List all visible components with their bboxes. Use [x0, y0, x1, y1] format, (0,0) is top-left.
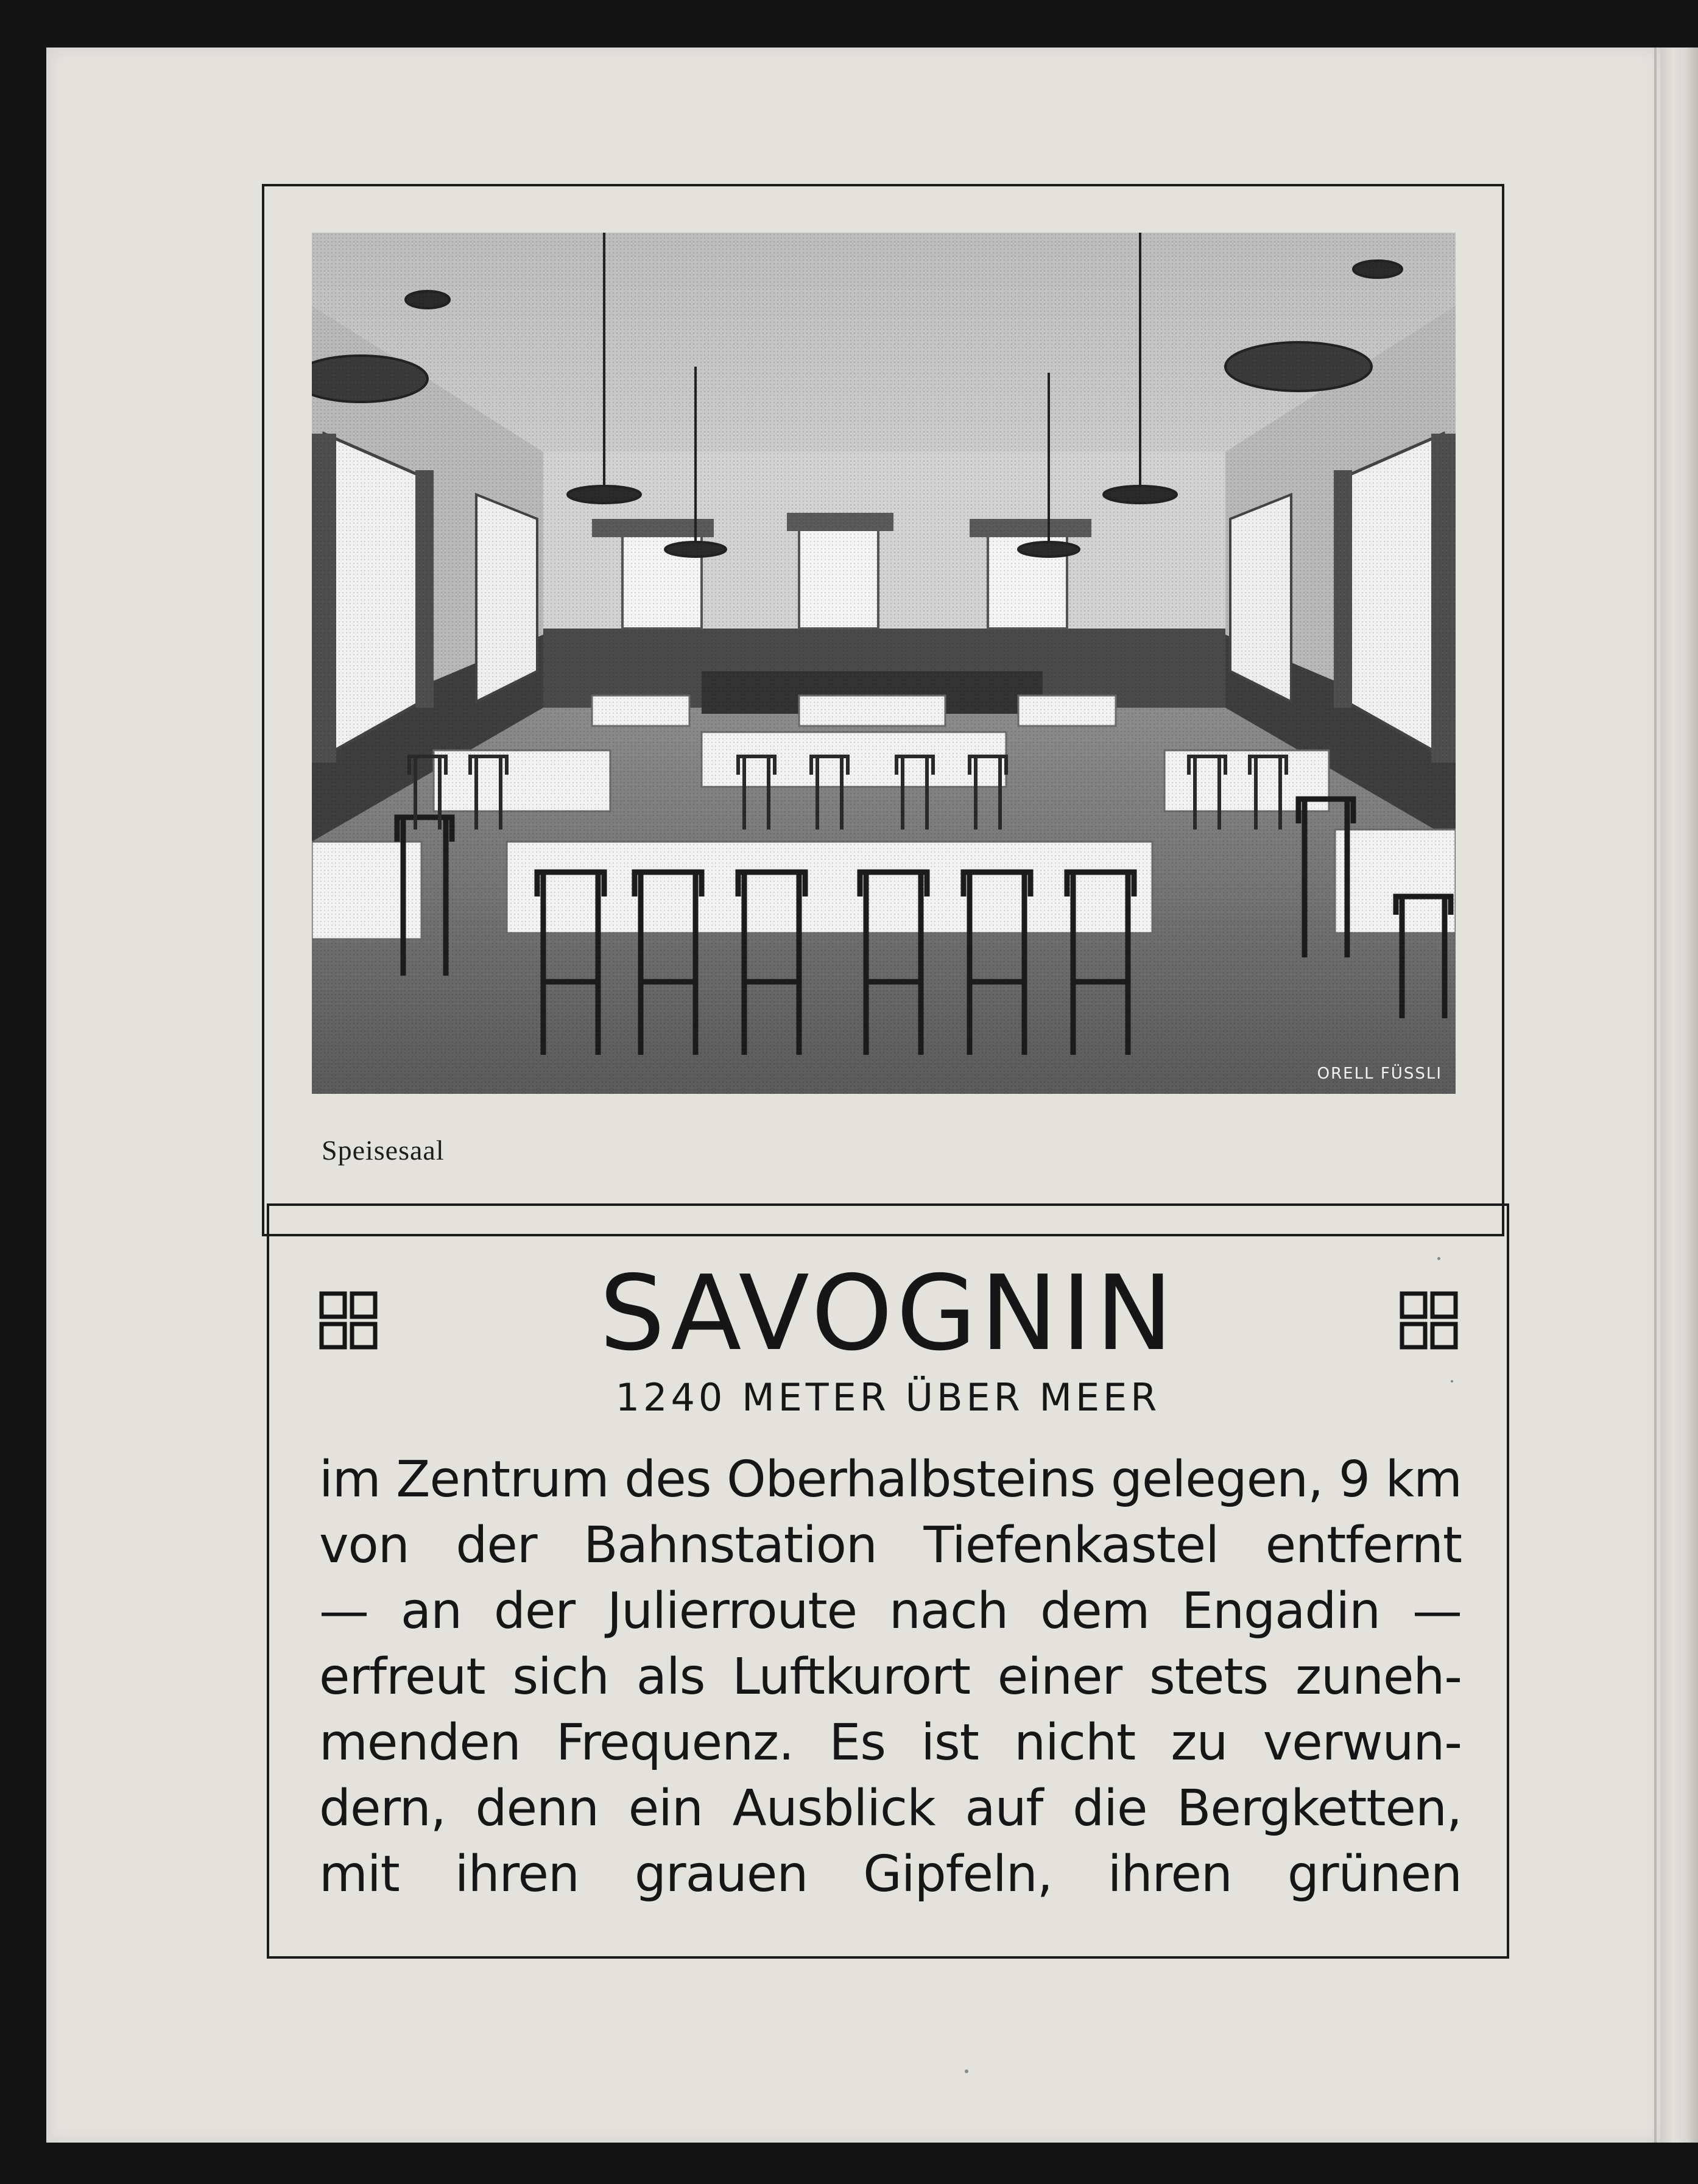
body-line: dern, denn ein Ausblick auf die Bergketten, — [319, 1780, 1462, 1837]
photo-credit: ORELL FÜSSLI — [1317, 1065, 1442, 1083]
body-paragraph — [319, 1447, 1462, 1907]
dining-room-illustration — [312, 233, 1456, 1094]
page-edge — [1654, 48, 1657, 2143]
body-line: mit ihren grauen Gipfeln, ihren grünen — [319, 1845, 1462, 1903]
body-line: — an der Julierroute nach dem Engadin — — [319, 1582, 1462, 1640]
page-subtitle: 1240 METER ÜBER MEER — [615, 1375, 1161, 1420]
body-line: im Zentrum des Oberhalbsteins gelegen, 9 km — [319, 1451, 1462, 1509]
book-gutter — [1660, 48, 1698, 2143]
photo-caption: Speisesaal — [322, 1135, 445, 1166]
body-line: menden Frequenz. Es ist nicht zu verwun- — [319, 1714, 1462, 1772]
body-line: von der Bahnstation Tiefenkastel entfernt — [319, 1516, 1462, 1574]
body-line: erfreut sich als Luftkurort einer stets zuneh- — [319, 1648, 1462, 1706]
page-title: SAVOGNIN — [599, 1253, 1177, 1374]
dining-room-photo — [312, 233, 1456, 1094]
